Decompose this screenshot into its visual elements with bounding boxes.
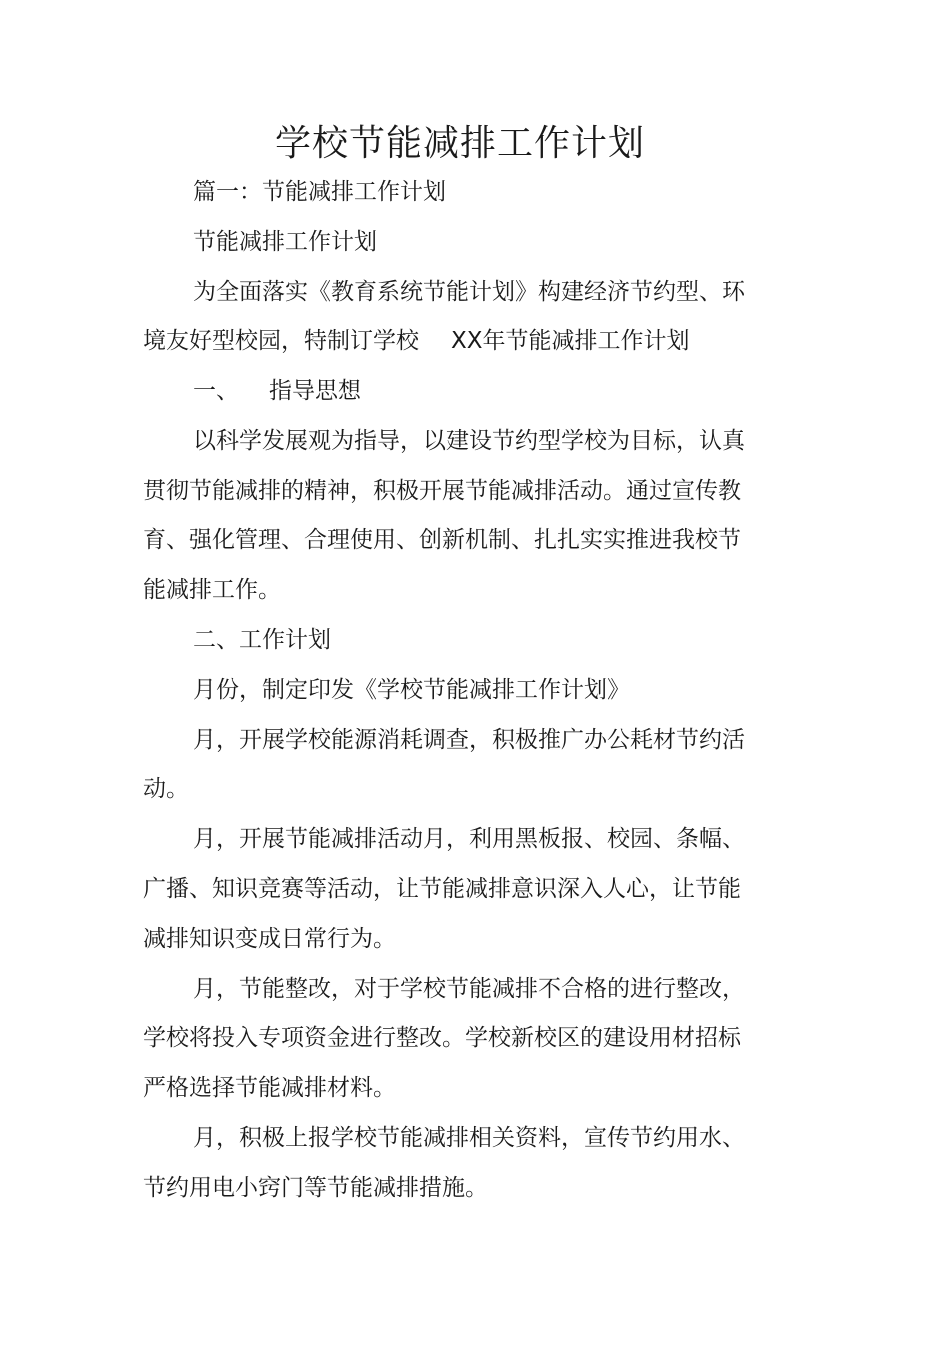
subtitle: 节能减排工作计划 [193,229,377,255]
paragraph-line: 育、强化管理、合理使用、创新机制、扎扎实实推进我校节 [143,527,741,553]
plan-item-continued: 学校将投入专项资金进行整改。学校新校区的建设用材招标 [143,1025,741,1051]
plan-item: 月，开展学校能源消耗调查，积极推广办公耗材节约活 [193,727,745,753]
plan-item: 月，开展节能减排活动月，利用黑板报、校园、条幅、 [193,826,745,852]
plan-item-continued: 严格选择节能减排材料。 [143,1075,396,1101]
paragraph-line: 为全面落实《教育系统节能计划》构建经济节约型、环 [193,279,745,305]
section-heading-work-plan: 二、工作计划 [193,627,331,653]
paragraph-line: 以科学发展观为指导，以建设节约型学校为目标，认真 [193,428,745,454]
section-number: 一、 [193,378,239,404]
section-heading-guiding-ideology [193,375,361,407]
document-title: 学校节能减排工作计划 [274,123,645,164]
paragraph-line: 能减排工作。 [143,577,281,603]
plan-item-continued: 动。 [143,776,189,802]
section-heading-piece-one: 篇一：节能减排工作计划 [193,179,446,205]
plan-item: 月，节能整改，对于学校节能减排不合格的进行整改， [193,976,745,1002]
plan-item-continued: 节约用电小窍门等节能减排措施。 [143,1175,488,1201]
plan-item-continued: 减排知识变成日常行为。 [143,926,396,952]
paragraph-line [143,325,690,357]
plan-item: 月份，制定印发《学校节能减排工作计划》 [193,677,630,703]
paragraph-line: 贯彻节能减排的精神，积极开展节能减排活动。通过宣传教 [143,478,741,504]
plan-item: 月，积极上报学校节能减排相关资料，宣传节约用水、 [193,1125,745,1151]
plan-item-continued: 广播、知识竞赛等活动，让节能减排意识深入人心，让节能 [143,876,741,902]
section-label: 指导思想 [269,378,361,404]
paragraph-text: 境友好型校园，特制订学校 [143,328,419,354]
paragraph-text: XX年节能减排工作计划 [451,328,690,354]
